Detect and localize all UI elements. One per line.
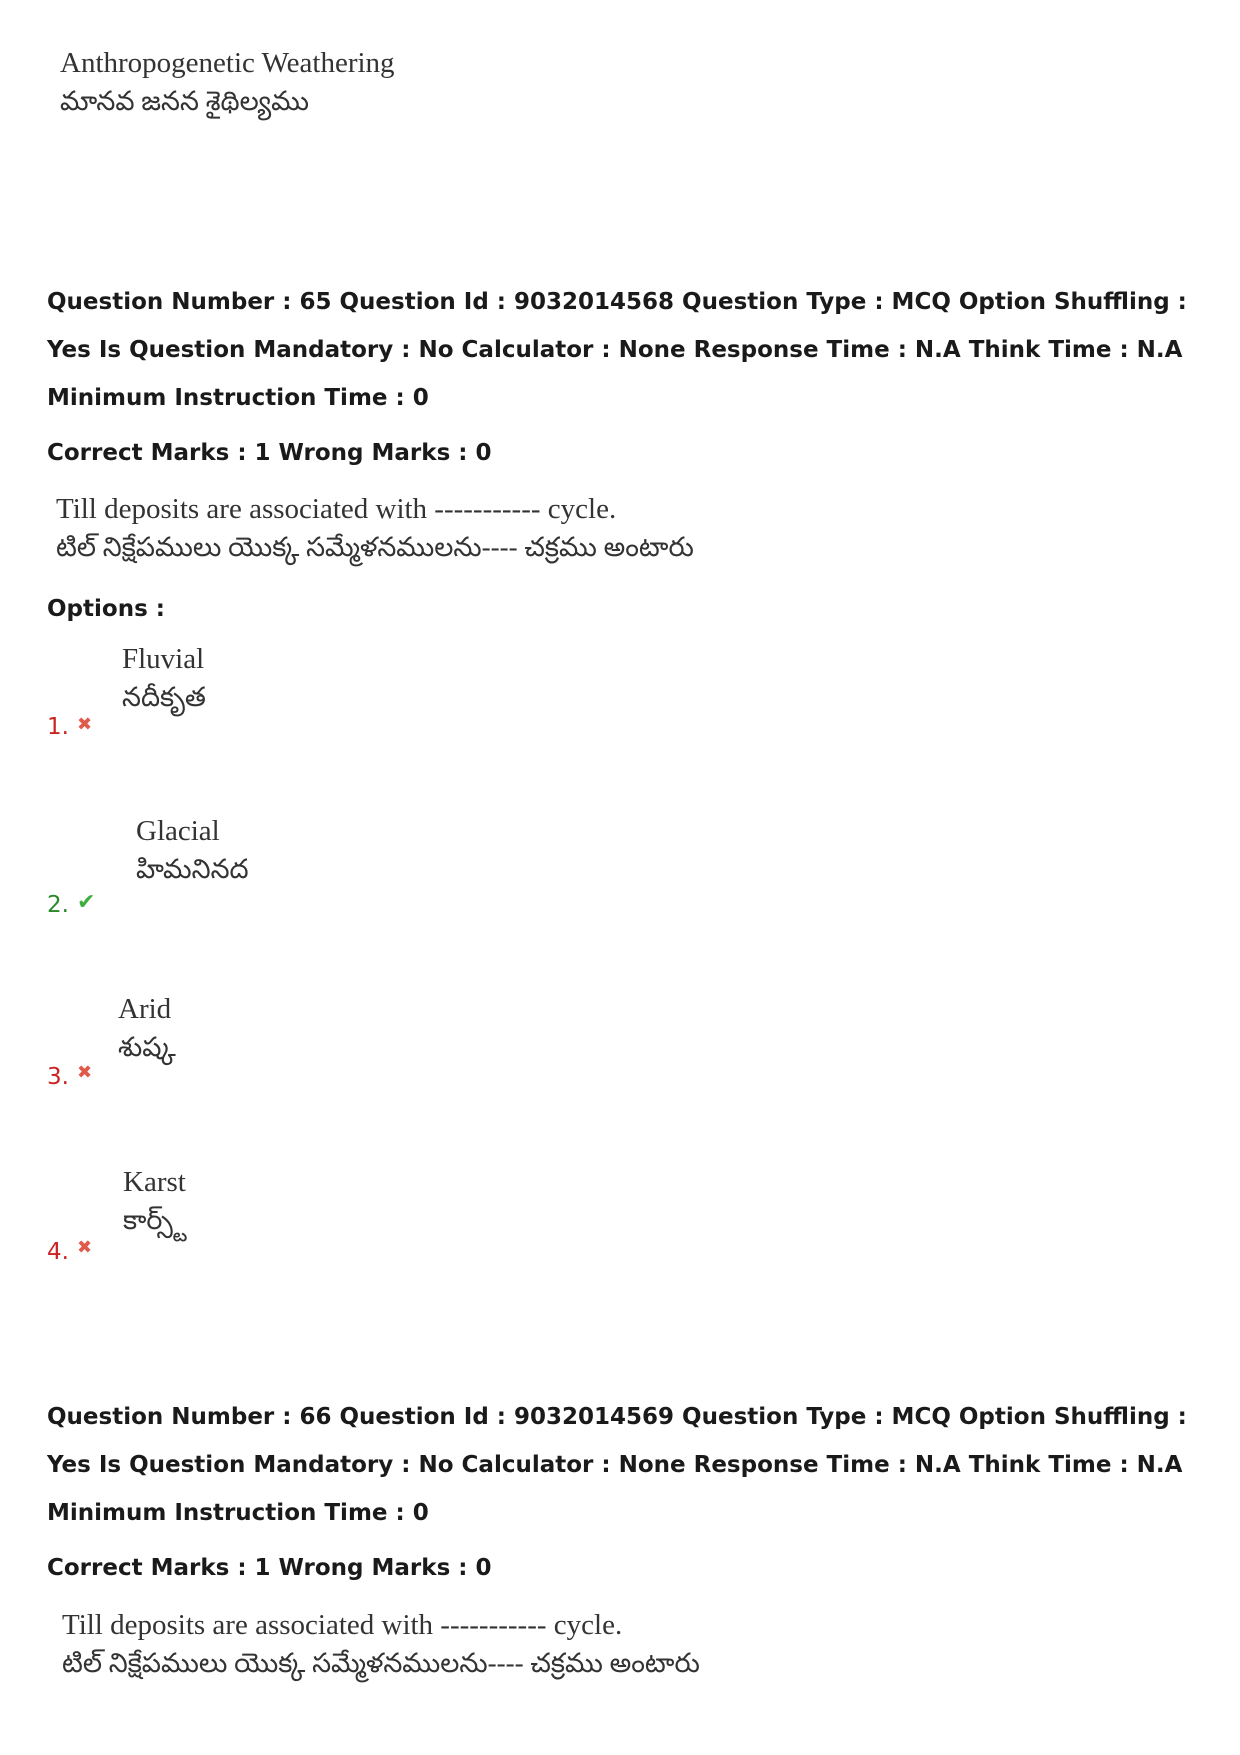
- option-english: Arid: [118, 993, 172, 1025]
- q65-option-2: [47, 812, 447, 932]
- option-number: 2.: [47, 892, 69, 918]
- q66-question-english: Till deposits are associated with ----------- cycle.: [62, 1609, 623, 1641]
- previous-option-fragment: [60, 44, 395, 120]
- q66-meta: Question Number : 66 Question Id : 9032014569 Question Type : MCQ Option Shuffling : Yes Is Question Mandatory : No Calculator : None Response Time : N.A Think Time : N.A Minimum Instruction Time : 0: [47, 1404, 1187, 1526]
- q65-question-telugu: టిల్ నిక్షేపములు యొక్క సమ్మేళనములను---- చక్రము అంటారు: [56, 532, 694, 562]
- option-text: [122, 640, 206, 716]
- q66-question-telugu: టిల్ నిక్షేపములు యొక్క సమ్మేళనములను---- చక్రము అంటారు: [62, 1648, 700, 1678]
- fragment-english: Anthropogenetic Weathering: [60, 47, 395, 79]
- cross-icon: ✖: [77, 714, 93, 735]
- q66-marks: Correct Marks : 1 Wrong Marks : 0: [47, 1555, 492, 1581]
- option-english: Fluvial: [122, 643, 205, 675]
- option-telugu: కార్స్ట్: [123, 1205, 187, 1235]
- cross-icon: ✖: [77, 1062, 93, 1083]
- q65-option-3: [47, 990, 447, 1110]
- check-icon: ✔: [77, 890, 96, 915]
- option-english: Glacial: [136, 815, 220, 847]
- q65-marks: Correct Marks : 1 Wrong Marks : 0: [47, 440, 492, 466]
- q66-question: [62, 1606, 700, 1682]
- option-english: Karst: [123, 1166, 186, 1198]
- q65-option-4: [47, 1163, 447, 1283]
- option-text: [136, 812, 249, 888]
- option-telugu: నదీకృత: [122, 682, 206, 712]
- q65-question: [56, 490, 694, 566]
- option-number: 4.: [47, 1239, 69, 1265]
- option-number: 1.: [47, 714, 69, 740]
- q65-options-label: Options :: [47, 596, 165, 622]
- option-number: 3.: [47, 1064, 69, 1090]
- cross-icon: ✖: [77, 1237, 93, 1258]
- option-telugu: హిమనినద: [136, 854, 249, 884]
- q65-option-1: [47, 640, 447, 760]
- option-telugu: శుష్క: [118, 1032, 176, 1062]
- q65-meta: Question Number : 65 Question Id : 9032014568 Question Type : MCQ Option Shuffling : Yes Is Question Mandatory : No Calculator : None Response Time : N.A Think Time : N.A Minimum Instruction Time : 0: [47, 289, 1187, 411]
- q65-question-english: Till deposits are associated with ----------- cycle.: [56, 493, 617, 525]
- option-text: [118, 990, 176, 1066]
- fragment-telugu: మానవ జనన శైథిల్యము: [60, 86, 310, 116]
- option-text: [123, 1163, 187, 1239]
